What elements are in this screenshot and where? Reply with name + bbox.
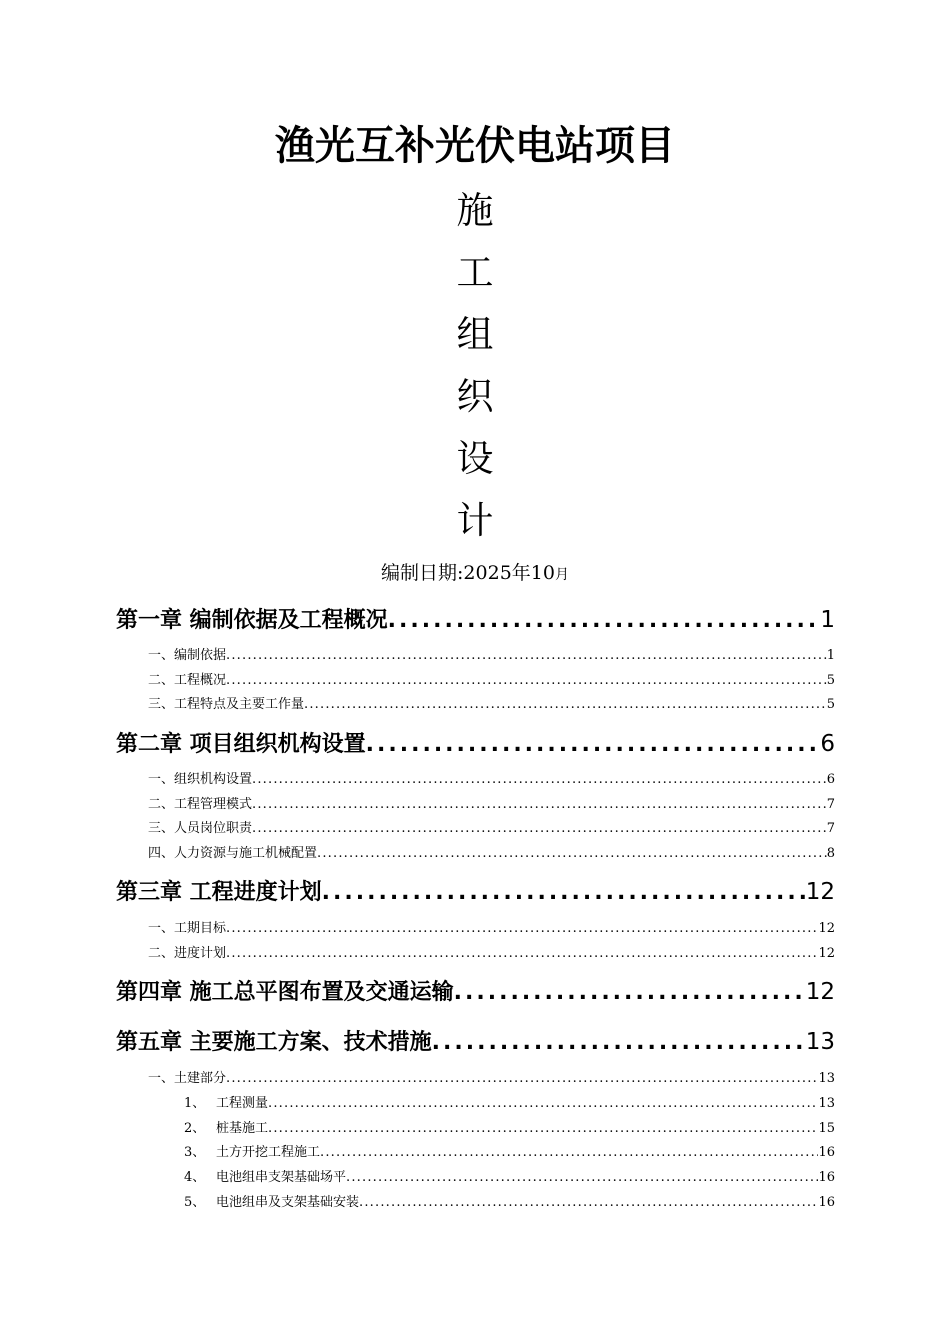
toc-leader bbox=[252, 794, 827, 816]
toc-chapter-2[interactable] bbox=[116, 727, 835, 761]
toc-leader bbox=[226, 670, 827, 692]
toc-leader bbox=[226, 943, 818, 965]
toc-section[interactable] bbox=[148, 918, 835, 940]
toc-subsection-label-group bbox=[184, 1142, 320, 1164]
toc-section-label: 三、工程特点及主要工作量 bbox=[148, 697, 305, 712]
vertical-title-char: 设 bbox=[456, 437, 494, 480]
toc-chapter-label: 第二章 项目组织机构设置 bbox=[116, 732, 366, 757]
toc-subsection-label: 电池组串及支架基础安装 bbox=[216, 1195, 360, 1210]
toc-leader bbox=[252, 769, 827, 791]
toc-subsection[interactable] bbox=[184, 1192, 835, 1214]
toc-section-label: 二、进度计划 bbox=[148, 946, 227, 961]
toc-section-label: 一、编制依据 bbox=[148, 648, 227, 663]
toc-page-number: 6 bbox=[820, 731, 835, 757]
toc-page-number: 13 bbox=[818, 1096, 835, 1111]
toc-section[interactable] bbox=[148, 1068, 835, 1090]
toc-page-number: 12 bbox=[818, 946, 835, 961]
toc-leader bbox=[317, 843, 827, 865]
toc-subsection-label: 工程测量 bbox=[216, 1096, 269, 1111]
toc-page-number: 15 bbox=[818, 1121, 835, 1136]
toc-section[interactable] bbox=[148, 769, 835, 791]
toc-section[interactable] bbox=[148, 794, 835, 816]
toc-leader bbox=[252, 818, 827, 840]
toc-leader bbox=[346, 1167, 818, 1189]
toc-chapter-label: 第一章 编制依据及工程概况 bbox=[116, 608, 388, 633]
document-title: 渔光互补光伏电站项目 bbox=[275, 123, 675, 169]
toc-leader bbox=[304, 694, 827, 716]
toc-subsection-label-group bbox=[184, 1192, 359, 1214]
toc-chapter-4[interactable] bbox=[116, 975, 835, 1009]
toc-page-number: 16 bbox=[818, 1170, 835, 1185]
toc-page-number: 1 bbox=[826, 648, 835, 663]
toc-leader bbox=[226, 918, 818, 940]
toc-subsection-number: 1、 bbox=[184, 1096, 206, 1111]
toc-page-number: 12 bbox=[805, 979, 835, 1005]
toc-subsection[interactable] bbox=[184, 1167, 835, 1189]
toc-leader bbox=[432, 1026, 806, 1059]
toc-subsection-label-group bbox=[184, 1118, 268, 1140]
toc-section[interactable] bbox=[148, 943, 835, 965]
toc-chapter-5[interactable] bbox=[116, 1025, 835, 1059]
toc-section[interactable] bbox=[148, 645, 835, 667]
toc-section[interactable] bbox=[148, 843, 835, 865]
compile-date bbox=[0, 560, 950, 588]
toc-chapter-label: 第四章 施工总平图布置及交通运输 bbox=[116, 980, 454, 1005]
toc-section-label: 一、组织机构设置 bbox=[148, 772, 253, 787]
toc-page-number: 12 bbox=[818, 921, 835, 936]
toc-page-number: 8 bbox=[826, 846, 835, 861]
toc-chapter-1[interactable] bbox=[116, 603, 835, 637]
toc-subsection-label: 电池组串支架基础场平 bbox=[216, 1170, 347, 1185]
toc-subsection-number: 4、 bbox=[184, 1170, 206, 1185]
vertical-title-char: 织 bbox=[456, 375, 494, 418]
toc-section[interactable] bbox=[148, 670, 835, 692]
toc-subsection-label: 桩基施工 bbox=[216, 1121, 269, 1136]
toc-page-number: 12 bbox=[805, 879, 835, 905]
toc-page-number: 16 bbox=[818, 1195, 835, 1210]
toc-page-number: 1 bbox=[820, 607, 835, 633]
vertical-title-char: 计 bbox=[456, 499, 494, 542]
toc-subsection-number: 3、 bbox=[184, 1145, 206, 1160]
toc-page-number: 13 bbox=[818, 1071, 835, 1086]
toc-subsection-label-group bbox=[184, 1093, 268, 1115]
toc-leader bbox=[268, 1118, 818, 1140]
compile-date-text: 编制日期:2025年10 bbox=[381, 562, 555, 584]
toc-chapter-3[interactable] bbox=[116, 875, 835, 909]
toc-page-number: 7 bbox=[826, 821, 835, 836]
toc-subsection[interactable] bbox=[184, 1093, 835, 1115]
compile-date-month: 月 bbox=[554, 567, 569, 583]
vertical-title-char: 施 bbox=[456, 189, 494, 232]
toc-chapter-label: 第五章 主要施工方案、技术措施 bbox=[116, 1030, 432, 1055]
toc-page-number: 7 bbox=[826, 797, 835, 812]
toc-section-label: 三、人员岗位职责 bbox=[148, 821, 253, 836]
toc-subsection-number: 5、 bbox=[184, 1195, 206, 1210]
toc-leader bbox=[322, 876, 806, 909]
toc-leader bbox=[226, 645, 827, 667]
toc-leader bbox=[320, 1142, 818, 1164]
toc-page-number: 5 bbox=[826, 697, 835, 712]
toc-leader bbox=[366, 728, 821, 761]
toc-leader bbox=[268, 1093, 818, 1115]
toc-leader bbox=[388, 604, 821, 637]
toc-page-number: 5 bbox=[826, 673, 835, 688]
toc-leader bbox=[226, 1068, 818, 1090]
toc-subsection-label: 土方开挖工程施工 bbox=[216, 1145, 321, 1160]
toc-page-number: 13 bbox=[805, 1029, 835, 1055]
toc-chapter-label: 第三章 工程进度计划 bbox=[116, 880, 322, 905]
toc-subsection-number: 2、 bbox=[184, 1121, 206, 1136]
toc-section-label: 二、工程管理模式 bbox=[148, 797, 253, 812]
toc-section[interactable] bbox=[148, 694, 835, 716]
toc-subsection[interactable] bbox=[184, 1142, 835, 1164]
vertical-title-char: 组 bbox=[456, 313, 494, 356]
toc-section-label: 四、人力资源与施工机械配置 bbox=[148, 846, 318, 861]
toc-section-label: 一、工期目标 bbox=[148, 921, 227, 936]
toc-section-label: 二、工程概况 bbox=[148, 673, 227, 688]
toc-subsection-label-group bbox=[184, 1167, 346, 1189]
toc-section-label: 一、土建部分 bbox=[148, 1071, 227, 1086]
toc-subsection[interactable] bbox=[184, 1118, 835, 1140]
toc-page-number: 16 bbox=[818, 1145, 835, 1160]
vertical-title-char: 工 bbox=[456, 251, 494, 294]
toc-leader bbox=[454, 976, 806, 1009]
toc-section[interactable] bbox=[148, 818, 835, 840]
toc-page-number: 6 bbox=[826, 772, 835, 787]
toc-leader bbox=[359, 1192, 818, 1214]
